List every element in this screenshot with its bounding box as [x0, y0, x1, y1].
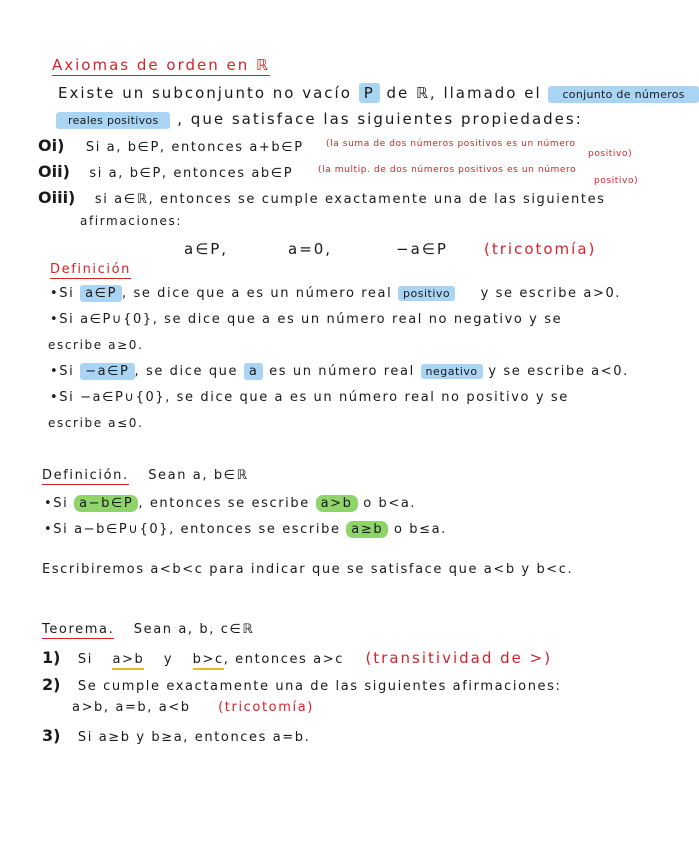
- axiom-3-cont: afirmaciones:: [80, 214, 183, 228]
- trichotomy-note: (tricotomía): [484, 240, 597, 258]
- trichotomy-b: a=0,: [288, 240, 333, 258]
- highlight-a: a: [244, 363, 264, 380]
- highlight-negativo: negativo: [421, 364, 483, 379]
- def1-bullet-2: •Si a∈P∪{0}, se dice que a es un número real no negativo y se: [50, 312, 563, 327]
- def2-bullet-2: •Si a−b∈P∪{0}, entonces se escribe a≥b o b≤a.: [44, 522, 447, 537]
- theorem-item-2-line: a>b, a=b, a<b (tricotomía): [72, 700, 314, 715]
- def1-bullet-2-cont: escribe a≥0.: [48, 338, 144, 352]
- theorem-item-1: 1) Si a>b y b>c, entonces a>c (transitividad de >): [42, 648, 552, 667]
- highlight-a-minus-b: a−b∈P: [74, 495, 138, 512]
- highlight-neg-aP: −a∈P: [80, 363, 134, 380]
- transitivity-note: (transitividad de >): [365, 649, 553, 667]
- intro-line-2: reales positivos , que satisface las siguientes propiedades:: [56, 110, 583, 128]
- highlight-reales: reales positivos: [56, 112, 170, 129]
- highlight-conjunto: conjunto de números: [548, 86, 698, 103]
- highlight-aP: a∈P: [80, 285, 122, 302]
- axiom-1: Oi) Si a, b∈P, entonces a+b∈P: [38, 136, 304, 155]
- def1-bullet-1: •Si a∈P , se dice que a es un número real positivo y se escribe a>0.: [50, 286, 622, 301]
- highlight-a-gt-b: a>b: [316, 495, 358, 512]
- definition-1-title: Definición: [50, 262, 131, 277]
- trichotomy-c: −a∈P: [396, 240, 448, 258]
- def1-bullet-4-cont: escribe a≤0.: [48, 416, 144, 430]
- axiom-3: Oiii) si a∈ℝ, entonces se cumple exactamente una de las siguientes: [38, 188, 606, 207]
- axiom-1-note-2: positivo): [588, 149, 633, 159]
- underline-b-gt-c: b>c: [193, 652, 224, 670]
- theorem-item-3: 3) Si a≥b y b≥a, entonces a=b.: [42, 726, 311, 745]
- theorem-title: Teorema.: [42, 622, 115, 637]
- definition-2-title: Definición.: [42, 468, 129, 483]
- underline-a-gt-b: a>b: [112, 652, 144, 670]
- escribiremos-line: Escribiremos a<b<c para indicar que se satisface que a<b y b<c.: [42, 562, 574, 577]
- theorem-item-2: 2) Se cumple exactamente una de las siguientes afirmaciones:: [42, 675, 562, 694]
- tricotomia-note-2: (tricotomía): [218, 700, 314, 715]
- def1-bullet-4: •Si −a∈P∪{0}, se dice que a es un número real no positivo y se: [50, 390, 569, 405]
- theorem-header: Teorema. Sean a, b, c∈ℝ: [42, 622, 255, 637]
- axiom-2-note: (la multip. de dos números positivos es un número: [318, 165, 577, 175]
- def2-bullet-1: •Si a−b∈P , entonces se escribe a>b o b<a.: [44, 496, 417, 511]
- set-p-highlight: P: [359, 83, 380, 103]
- trichotomy-a: a∈P,: [184, 240, 229, 258]
- highlight-positivo: positivo: [398, 286, 455, 301]
- axiom-1-note: (la suma de dos números positivos es un número: [326, 139, 576, 149]
- axiom-2-note-2: positivo): [594, 176, 639, 186]
- page-title: Axiomas de orden en ℝ: [52, 56, 270, 74]
- intro-line-1: Existe un subconjunto no vacío P de ℝ, llamado el conjunto de números: [58, 84, 699, 102]
- definition-2-header: Definición. Sean a, b∈ℝ: [42, 468, 249, 483]
- highlight-a-ge-b: a≥b: [346, 521, 388, 538]
- axiom-2: Oii) si a, b∈P, entonces ab∈P: [38, 162, 294, 181]
- def1-bullet-3: •Si −a∈P , se dice que a es un número real negativo y se escribe a<0.: [50, 364, 629, 379]
